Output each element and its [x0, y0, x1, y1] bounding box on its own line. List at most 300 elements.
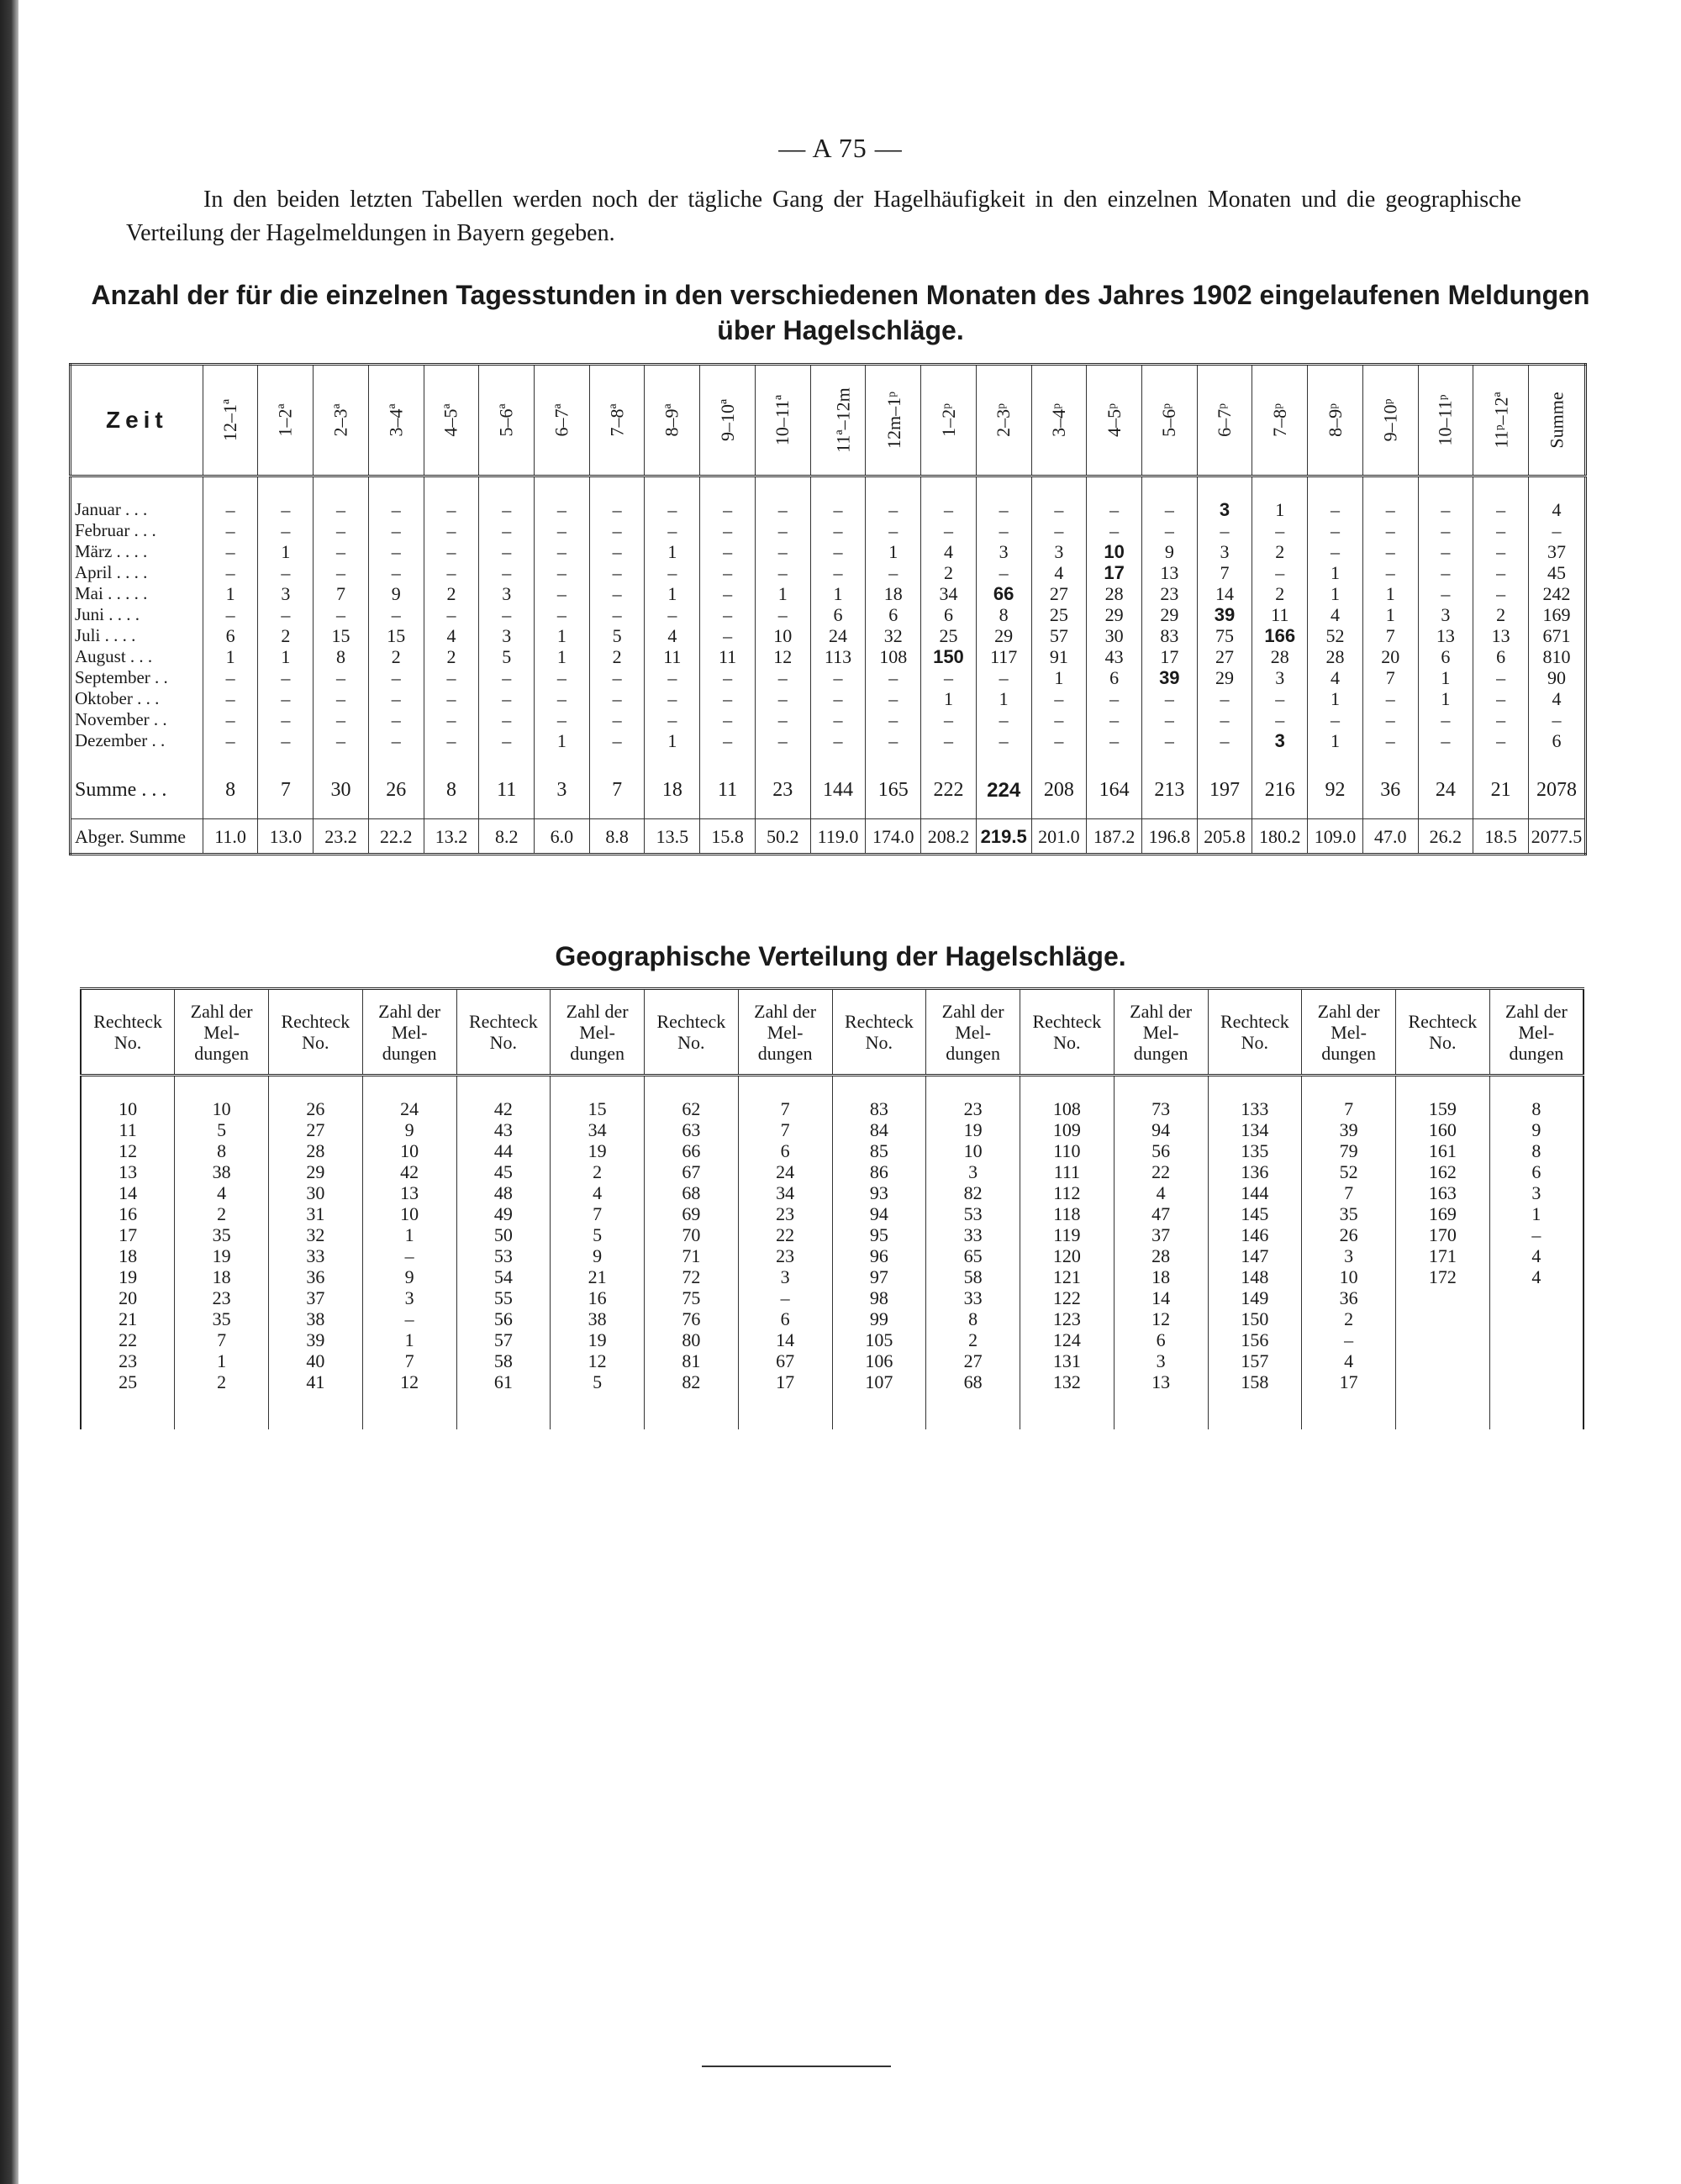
- table1-cell: –: [1031, 499, 1087, 520]
- rechteck-number: 31: [269, 1203, 363, 1224]
- meldungen-count: 23: [738, 1245, 832, 1266]
- spacer-cell: [258, 751, 314, 773]
- rechteck-header: Rechteck No.: [1396, 989, 1490, 1076]
- meldungen-count: 5: [551, 1224, 645, 1245]
- spacer-cell: [551, 1076, 645, 1099]
- table1-cell: –: [1197, 709, 1252, 730]
- spacer-cell: [1087, 807, 1142, 819]
- table1-cell: 6: [203, 625, 258, 646]
- table1-cell: 10: [1087, 541, 1142, 562]
- table1-row: [71, 604, 1586, 625]
- meldungen-count: 82: [926, 1182, 1020, 1203]
- table1-row: [71, 730, 1586, 751]
- spacer-cell: [368, 807, 424, 819]
- meldungen-count: 26: [1302, 1224, 1396, 1245]
- rechteck-number: 162: [1396, 1161, 1490, 1182]
- rechteck-number: 97: [832, 1266, 926, 1287]
- table1-cell: –: [700, 604, 756, 625]
- spacer-cell: [1362, 476, 1418, 500]
- meldungen-count: 19: [926, 1119, 1020, 1140]
- spacer-cell: [1489, 1076, 1584, 1099]
- row-label: Abger. Summe: [71, 819, 203, 855]
- table1-cell: –: [755, 604, 810, 625]
- table1-cell: 1: [755, 583, 810, 604]
- table1-cell: 1: [976, 688, 1031, 709]
- meldungen-count: –: [1302, 1329, 1396, 1350]
- meldungen-count: 7: [362, 1350, 456, 1371]
- meldungen-count: 4: [175, 1182, 269, 1203]
- table1-cell: 164: [1087, 773, 1142, 807]
- table1-cell: –: [645, 667, 700, 688]
- table1-cell: 11: [645, 646, 700, 667]
- table1-cell: 2078: [1536, 778, 1577, 801]
- table1-cell: 30: [1087, 625, 1142, 646]
- table1-cell: –: [1031, 709, 1087, 730]
- table1-cell: –: [1473, 667, 1529, 688]
- spacer-cell: [1489, 1392, 1584, 1429]
- table1-cell: –: [866, 499, 921, 520]
- table1-cell: 5: [589, 625, 645, 646]
- meldungen-count: 10: [362, 1203, 456, 1224]
- table1-cell: 1: [645, 541, 700, 562]
- spacer-cell: [1528, 476, 1585, 500]
- table1-cell: 6: [1087, 667, 1142, 688]
- hour-column-header: [976, 365, 1031, 476]
- table1-cell: 39: [1197, 604, 1252, 625]
- table1-cell: –: [479, 604, 535, 625]
- meldungen-count: 4: [1531, 1245, 1541, 1266]
- meldungen-count: 17: [738, 1371, 832, 1392]
- rechteck-number: 110: [1020, 1140, 1115, 1161]
- zahl-header: Zahl der Mel- dungen: [1302, 989, 1396, 1076]
- rechteck-number: 29: [269, 1161, 363, 1182]
- spacer-cell: [1208, 1076, 1302, 1099]
- spacer-cell: [1141, 807, 1197, 819]
- table1-cell: –: [700, 625, 756, 646]
- meldungen-count: 58: [926, 1266, 1020, 1287]
- meldungen-count: 18: [1114, 1266, 1208, 1287]
- row-label: März . . . .: [71, 541, 203, 562]
- meldungen-count: 37: [1114, 1224, 1208, 1245]
- table1-cell: 13.5: [645, 819, 700, 855]
- rechteck-number: 41: [269, 1371, 363, 1392]
- table1-cell: –: [976, 730, 1031, 751]
- meldungen-count: 4: [551, 1182, 645, 1203]
- table1-cell: 6: [1552, 730, 1562, 751]
- hour-label: 12m–1ᵖ: [883, 392, 905, 449]
- meldungen-count: 16: [551, 1287, 645, 1308]
- rechteck-number: 25: [81, 1371, 175, 1392]
- rechteck-number: 135: [1208, 1140, 1302, 1161]
- table1-cell: 28: [1308, 646, 1363, 667]
- table2-row: [81, 1182, 1584, 1203]
- meldungen-count: 7: [738, 1119, 832, 1140]
- meldungen-count: 5: [175, 1119, 269, 1140]
- table1-cell: –: [1418, 499, 1473, 520]
- spacer-cell: [362, 1392, 456, 1429]
- spacer-row: [81, 1076, 1584, 1099]
- table1-cell: –: [1252, 520, 1308, 541]
- spacer-cell: [1528, 751, 1585, 773]
- table1-cell: –: [424, 562, 479, 583]
- table1-cell: –: [368, 730, 424, 751]
- table1-cell: –: [1031, 520, 1087, 541]
- table1-cell: –: [314, 520, 369, 541]
- table1-cell: –: [700, 541, 756, 562]
- table1-cell: –: [535, 667, 590, 688]
- rechteck-number: 85: [832, 1140, 926, 1161]
- meldungen-count: –: [362, 1308, 456, 1329]
- meldungen-count: 52: [1302, 1161, 1396, 1182]
- meldungen-count: 35: [1302, 1203, 1396, 1224]
- table1-cell: –: [535, 709, 590, 730]
- rechteck-number: 171: [1396, 1245, 1490, 1266]
- table1-cell: –: [700, 688, 756, 709]
- table1-cell: 205.8: [1197, 819, 1252, 855]
- rechteck-number: 132: [1020, 1371, 1115, 1392]
- rechteck-number: 16: [81, 1203, 175, 1224]
- table2-row: [81, 1266, 1584, 1287]
- table1-cell: –: [203, 562, 258, 583]
- table1-cell: 3: [535, 773, 590, 807]
- rechteck-number: 170: [1396, 1224, 1490, 1245]
- meldungen-count: 47: [1114, 1203, 1208, 1224]
- rechteck-number: 55: [456, 1287, 551, 1308]
- table1-cell: 224: [976, 773, 1031, 807]
- table1-cell: 2: [1252, 541, 1308, 562]
- rechteck-number: 131: [1020, 1350, 1115, 1371]
- table1-cell: 28: [1087, 583, 1142, 604]
- spacer-cell: [866, 751, 921, 773]
- table1-row: [71, 520, 1586, 541]
- table1-cell: –: [921, 709, 977, 730]
- hour-label: 7–8ª: [606, 403, 628, 437]
- meldungen-count: 7: [175, 1329, 269, 1350]
- spacer-cell: [1302, 1076, 1396, 1099]
- rechteck-number: 144: [1208, 1182, 1302, 1203]
- table1-row: [71, 646, 1586, 667]
- table1-cell: –: [1031, 688, 1087, 709]
- rechteck-number: 112: [1020, 1182, 1115, 1203]
- table1-cell: 8: [203, 773, 258, 807]
- spacer-cell: [1031, 476, 1087, 500]
- table1-cell: –: [1418, 541, 1473, 562]
- page-number: — A 75 —: [778, 133, 903, 163]
- table1-cell: –: [314, 541, 369, 562]
- meldungen-count: 24: [738, 1161, 832, 1182]
- table1-cell: –: [368, 709, 424, 730]
- hour-column-header: [1141, 365, 1197, 476]
- row-label: Juni . . . .: [71, 604, 203, 625]
- spacer-cell: [314, 751, 369, 773]
- table1-cell: 27: [1031, 583, 1087, 604]
- table1-cell: –: [258, 730, 314, 751]
- rechteck-number: [1396, 1329, 1490, 1350]
- table1-cell: 196.8: [1141, 819, 1197, 855]
- table1-cell: 150: [921, 646, 977, 667]
- meldungen-count: 14: [738, 1329, 832, 1350]
- meldungen-count: 3: [738, 1266, 832, 1287]
- table1-cell: 1: [258, 541, 314, 562]
- spacer-cell: [424, 476, 479, 500]
- rechteck-number: 69: [645, 1203, 739, 1224]
- meldungen-count: 35: [175, 1224, 269, 1245]
- table1-cell: –: [314, 667, 369, 688]
- spacer-cell: [832, 1076, 926, 1099]
- table1-cell: 15.8: [700, 819, 756, 855]
- meldungen-count: 53: [926, 1203, 1020, 1224]
- meldungen-count: 68: [926, 1371, 1020, 1392]
- table1-cell: 174.0: [866, 819, 921, 855]
- rechteck-number: 109: [1020, 1119, 1115, 1140]
- spacer-cell: [1114, 1392, 1208, 1429]
- spacer-cell: [1473, 807, 1529, 819]
- table1-cell: 23: [1141, 583, 1197, 604]
- rechteck-number: 120: [1020, 1245, 1115, 1266]
- table1-cell: –: [1473, 730, 1529, 751]
- spacer-cell: [1473, 476, 1529, 500]
- table2-row: [81, 1287, 1584, 1308]
- table1-cell: 4: [1308, 667, 1363, 688]
- spacer-cell: [866, 476, 921, 500]
- meldungen-count: 22: [738, 1224, 832, 1245]
- spacer-row: [81, 1392, 1584, 1429]
- spacer-cell: [175, 1392, 269, 1429]
- meldungen-count: 6: [1114, 1329, 1208, 1350]
- spacer-cell: [535, 476, 590, 500]
- table1-cell: –: [700, 583, 756, 604]
- rechteck-number: 105: [832, 1329, 926, 1350]
- table1-cell: –: [700, 730, 756, 751]
- table1-cell: –: [810, 562, 866, 583]
- rechteck-number: 45: [456, 1161, 551, 1182]
- table1-cell: –: [203, 541, 258, 562]
- hour-label: 8–9ᵖ: [1324, 403, 1346, 437]
- table1-cell: 18: [645, 773, 700, 807]
- row-label: Dezember . .: [71, 730, 203, 751]
- meldungen-count: 3: [1114, 1350, 1208, 1371]
- meldungen-count: [1489, 1287, 1584, 1308]
- table1-cell: 1: [203, 646, 258, 667]
- hour-label: 10–11ᵖ: [1434, 394, 1456, 446]
- spacer-cell: [258, 476, 314, 500]
- table2-row: [81, 1224, 1584, 1245]
- table1-cell: 7: [589, 773, 645, 807]
- table1-cell: –: [203, 520, 258, 541]
- hour-label: 4–5ᵖ: [1103, 403, 1125, 437]
- table1-cell: 2: [1473, 604, 1529, 625]
- meldungen-count: 23: [738, 1203, 832, 1224]
- table1-cell: –: [1141, 709, 1197, 730]
- rechteck-number: 157: [1208, 1350, 1302, 1371]
- table1-row: [71, 688, 1586, 709]
- spacer-cell: [921, 751, 977, 773]
- meldungen-count: 12: [362, 1371, 456, 1392]
- meldungen-count: 12: [551, 1350, 645, 1371]
- spacer-cell: [314, 807, 369, 819]
- table1-row: [71, 667, 1586, 688]
- table1-cell: –: [258, 688, 314, 709]
- rechteck-number: 107: [832, 1371, 926, 1392]
- hour-column-header: [479, 365, 535, 476]
- hour-column-header: [810, 365, 866, 476]
- table1-cell: 1: [1308, 688, 1363, 709]
- meldungen-count: 23: [175, 1287, 269, 1308]
- meldungen-count: 35: [175, 1308, 269, 1329]
- rechteck-number: 161: [1396, 1140, 1490, 1161]
- spacer-cell: [551, 1392, 645, 1429]
- zahl-header: Zahl der Mel- dungen: [738, 989, 832, 1076]
- table1-cell: –: [368, 688, 424, 709]
- meldungen-count: 3: [362, 1287, 456, 1308]
- table1-cell: –: [1362, 520, 1418, 541]
- table1-cell: –: [866, 520, 921, 541]
- table2-row: [81, 1308, 1584, 1329]
- table1-cell: –: [535, 562, 590, 583]
- table1-row: [71, 562, 1586, 583]
- hour-column-header: [645, 365, 700, 476]
- table1-cell: –: [589, 709, 645, 730]
- table1-title: Anzahl der für die einzelnen Tagesstunden in den verschiedenen Monaten des Jahres 1902 eingelaufenen Meldungen über Hagelschläge.: [91, 280, 1590, 345]
- table1-cell: 1: [1308, 562, 1363, 583]
- table1-cell: –: [589, 667, 645, 688]
- table1-cell: 3: [1252, 667, 1308, 688]
- table1-cell: 7: [1362, 667, 1418, 688]
- rechteck-number: 54: [456, 1266, 551, 1287]
- spacer-cell: [810, 807, 866, 819]
- hour-label: 4–5ª: [440, 403, 461, 437]
- table1-cell: 3: [1252, 730, 1308, 751]
- table1-cell: –: [203, 667, 258, 688]
- meldungen-count: 34: [738, 1182, 832, 1203]
- meldungen-count: 9: [1531, 1119, 1541, 1140]
- rechteck-number: 44: [456, 1140, 551, 1161]
- rechteck-number: [1396, 1371, 1490, 1392]
- table1-cell: 2: [589, 646, 645, 667]
- table1-cell: –: [810, 520, 866, 541]
- table1-cell: 219.5: [976, 819, 1031, 855]
- table1-cell: 11: [1252, 604, 1308, 625]
- table1-cell: 6.0: [535, 819, 590, 855]
- table1-cell: –: [810, 667, 866, 688]
- spacer-cell: [700, 807, 756, 819]
- table1-cell: –: [1308, 499, 1363, 520]
- table1-cell: 20: [1362, 646, 1418, 667]
- meldungen-count: 6: [738, 1140, 832, 1161]
- rechteck-number: 23: [81, 1350, 175, 1371]
- rechteck-number: 14: [81, 1182, 175, 1203]
- table1-cell: 24: [1418, 773, 1473, 807]
- meldungen-count: 18: [175, 1266, 269, 1287]
- table1-cell: –: [479, 688, 535, 709]
- table1-cell: –: [866, 709, 921, 730]
- meldungen-count: 5: [551, 1371, 645, 1392]
- table1-cell: 3: [1418, 604, 1473, 625]
- hour-column-header: [1362, 365, 1418, 476]
- table1-cell: –: [1087, 709, 1142, 730]
- table1-cell: –: [645, 520, 700, 541]
- rechteck-number: 148: [1208, 1266, 1302, 1287]
- rechteck-number: 49: [456, 1203, 551, 1224]
- rechteck-number: 106: [832, 1350, 926, 1371]
- rechteck-number: 159: [1396, 1098, 1490, 1119]
- zahl-header: Zahl der Mel- dungen: [551, 989, 645, 1076]
- table1-cell: 37: [1547, 541, 1566, 562]
- rechteck-number: 156: [1208, 1329, 1302, 1350]
- table2-row: [81, 1140, 1584, 1161]
- table1-cell: 50.2: [755, 819, 810, 855]
- table1-cell: –: [1473, 583, 1529, 604]
- table1-cell: 671: [1542, 625, 1571, 646]
- hour-label: 2–3ᵖ: [993, 403, 1014, 437]
- table1-cell: –: [368, 562, 424, 583]
- table1-cell: –: [1473, 541, 1529, 562]
- intro-paragraph: In den beiden letzten Tabellen werden noch der tägliche Gang der Hagelhäufigkeit in den einzelnen Monaten und die geographische Verteilung der Hagelmeldungen in Bayern gegeben.: [126, 187, 1521, 246]
- rechteck-number: 13: [81, 1161, 175, 1182]
- spacer-cell: [1197, 751, 1252, 773]
- table1-cell: 2: [368, 646, 424, 667]
- hour-column-header: [1473, 365, 1529, 476]
- spacer-cell: [535, 807, 590, 819]
- table1-cell: –: [1197, 730, 1252, 751]
- spacer-cell: [258, 807, 314, 819]
- hourly-hail-table: [69, 363, 1587, 855]
- table1-cell: 208.2: [921, 819, 977, 855]
- spacer-cell: [1308, 476, 1363, 500]
- meldungen-count: 2: [175, 1203, 269, 1224]
- spacer-cell: [362, 1076, 456, 1099]
- rechteck-number: 133: [1208, 1098, 1302, 1119]
- table2-row: [81, 1203, 1584, 1224]
- table1-cell: –: [589, 541, 645, 562]
- table1-cell: –: [976, 562, 1031, 583]
- meldungen-count: 4: [1302, 1350, 1396, 1371]
- spacer-cell: [81, 1076, 175, 1099]
- hour-column-header: [921, 365, 977, 476]
- meldungen-count: 2: [551, 1161, 645, 1182]
- table1-cell: –: [976, 709, 1031, 730]
- hour-column-header: [1031, 365, 1087, 476]
- meldungen-count: –: [1531, 1224, 1541, 1245]
- rechteck-number: 145: [1208, 1203, 1302, 1224]
- rechteck-number: 19: [81, 1266, 175, 1287]
- meldungen-count: 10: [175, 1098, 269, 1119]
- meldungen-count: 73: [1114, 1098, 1208, 1119]
- table1-cell: –: [1362, 562, 1418, 583]
- table2-row: [81, 1245, 1584, 1266]
- table1-cell: –: [368, 541, 424, 562]
- table1-cell: –: [921, 520, 977, 541]
- rechteck-number: 134: [1208, 1119, 1302, 1140]
- spacer-cell: [175, 1076, 269, 1099]
- table1-row: [71, 499, 1586, 520]
- rechteck-number: [1396, 1308, 1490, 1329]
- table1-cell: 25: [921, 625, 977, 646]
- spacer-cell: [1396, 1076, 1490, 1099]
- row-label: Juli . . . .: [71, 625, 203, 646]
- table1-cell: 222: [921, 773, 977, 807]
- zahl-header: Zahl der Mel- dungen: [1114, 989, 1208, 1076]
- rechteck-number: 123: [1020, 1308, 1115, 1329]
- table1-cell: 1: [921, 688, 977, 709]
- spacer-cell: [456, 1392, 551, 1429]
- hour-label: 5–6ᵖ: [1158, 403, 1180, 437]
- rechteck-number: 18: [81, 1245, 175, 1266]
- table1-cell: 45: [1547, 562, 1566, 583]
- table1-cell: 117: [976, 646, 1031, 667]
- rechteck-number: 72: [645, 1266, 739, 1287]
- rechteck-number: 37: [269, 1287, 363, 1308]
